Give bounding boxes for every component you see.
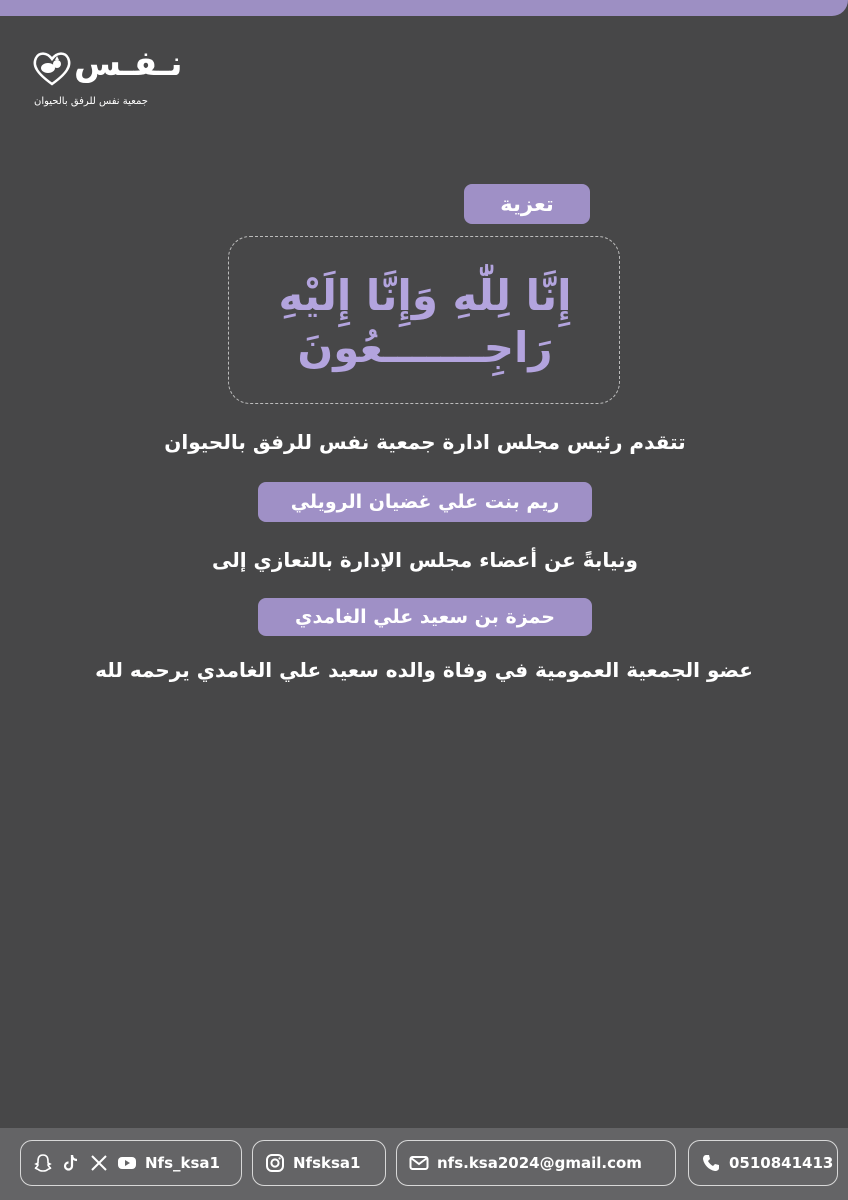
phone-icon <box>701 1153 721 1173</box>
email-text: nfs.ksa2024@gmail.com <box>437 1154 642 1172</box>
social-handle-chip[interactable] <box>20 1140 242 1186</box>
phone-chip[interactable] <box>688 1140 838 1186</box>
verse-frame <box>228 236 620 404</box>
logo-subtitle: جمعية نفس للرفق بالحيوان <box>34 96 148 107</box>
chair-name-badge: ريم بنت علي غضيان الرويلي <box>258 482 592 522</box>
phone-text: 0510841413 <box>729 1154 834 1172</box>
recipient-name-badge: حمزة بن سعيد علي الغامدي <box>258 598 592 636</box>
email-chip[interactable] <box>396 1140 676 1186</box>
contact-footer <box>0 1128 848 1200</box>
closing-text: عضو الجمعية العمومية في وفاة والده سعيد علي الغامدي يرحمه لله <box>95 658 753 682</box>
heart-paw-logo-icon <box>30 48 74 88</box>
social-handle-text: Nfs_ksa1 <box>145 1154 220 1172</box>
youtube-icon <box>117 1153 137 1173</box>
logo-wordmark: نـفـس <box>74 44 183 84</box>
organization-logo <box>28 44 183 114</box>
on-behalf-text: ونيابةً عن أعضاء مجلس الإدارة بالتعازي إلى <box>211 548 638 572</box>
instagram-chip[interactable] <box>252 1140 386 1186</box>
instagram-icon <box>265 1153 285 1173</box>
condolence-title-badge: تعزية <box>464 184 590 224</box>
tiktok-icon <box>61 1153 81 1173</box>
gmail-icon <box>409 1153 429 1173</box>
snapchat-icon <box>33 1153 53 1173</box>
verse-line-2: رَاجِـــــــعُونَ <box>297 323 553 372</box>
x-twitter-icon <box>89 1153 109 1173</box>
verse-line-1: إِنَّا لِلّٰهِ وَإِنَّا إِلَيْهِ <box>278 271 572 320</box>
instagram-handle-text: Nfsksa1 <box>293 1154 361 1172</box>
intro-text: تتقدم رئيس مجلس ادارة جمعية نفس للرفق بالحيوان <box>164 430 686 454</box>
top-accent-bar <box>0 0 848 16</box>
